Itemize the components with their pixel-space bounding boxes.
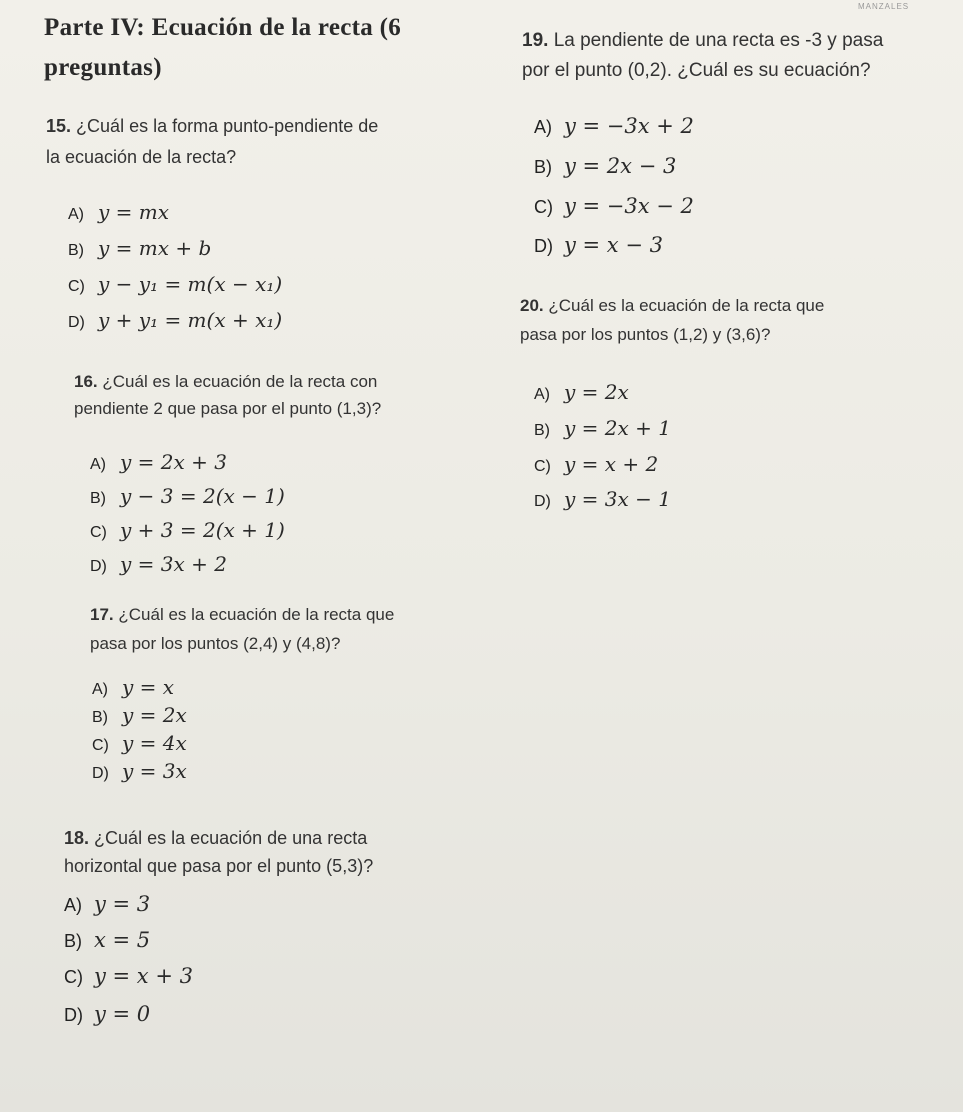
question-18-option-a[interactable]: A) y = 3 [64,892,151,916]
question-20-option-d[interactable]: D) y = 3x − 1 [534,487,671,511]
corner-mark: MANZALES [858,2,910,11]
question-18-text-line2: horizontal que pasa por el punto (5,3)? [64,856,374,876]
question-19-text-line2: por el punto (0,2). ¿Cuál es su ecuación? [522,60,871,81]
question-17-option-a[interactable]: A) y = x [92,675,175,699]
question-15-text-line2: la ecuación de la recta? [46,147,237,167]
question-19-option-b[interactable]: B) y = 2x − 3 [534,154,677,178]
question-18-option-b[interactable]: B) x = 5 [64,928,151,952]
question-19-option-c[interactable]: C) y = −3x − 2 [534,194,694,218]
question-17-text-line2: pasa por los puntos (2,4) y (4,8)? [90,634,341,653]
question-17-text-line1 [90,605,394,625]
question-17-prompt: ¿Cuál es la ecuación de la recta que [118,605,395,624]
question-15-option-d[interactable]: D) y + y₁ = m(x + x₁) [68,308,283,332]
question-19-option-a[interactable]: A) y = −3x + 2 [534,114,694,138]
question-20-text-line2: pasa por los puntos (1,2) y (3,6)? [520,325,771,344]
question-16-text-line2: pendiente 2 que pasa por el punto (1,3)? [74,399,382,418]
question-17-option-c[interactable]: C) y = 4x [92,731,187,755]
question-19-text-line1 [522,30,883,52]
question-18-text-line1 [64,828,367,849]
question-20-option-c[interactable]: C) y = x + 2 [534,452,659,476]
question-15-number: 15. [46,116,72,136]
question-20-number: 20. [520,296,544,315]
question-19-prompt: La pendiente de una recta es -3 y pasa [553,30,884,51]
question-16-prompt: ¿Cuál es la ecuación de la recta con [102,372,378,391]
question-19-option-d[interactable]: D) y = x − 3 [534,233,663,257]
question-18-option-c[interactable]: C) y = x + 3 [64,964,193,988]
question-15-prompt: ¿Cuál es la forma punto-pendiente de [76,116,379,136]
question-20-option-b[interactable]: B) y = 2x + 1 [534,416,671,440]
question-15-option-a[interactable]: A) y = mx [68,200,170,224]
section-title-line1: Parte IV: Ecuación de la recta (6 [44,14,402,41]
question-16-option-c[interactable]: C) y + 3 = 2(x + 1) [90,518,285,542]
question-20-option-a[interactable]: A) y = 2x [534,380,629,404]
question-15-option-b[interactable]: B) y = mx + b [68,236,212,260]
question-17-option-b[interactable]: B) y = 2x [92,703,187,727]
question-18-prompt: ¿Cuál es la ecuación de una recta [94,828,368,848]
question-16-option-b[interactable]: B) y − 3 = 2(x − 1) [90,484,285,508]
question-17-number: 17. [90,605,114,624]
question-15-text-line1 [46,116,378,137]
question-17-option-d[interactable]: D) y = 3x [92,759,187,783]
question-16-number: 16. [74,372,98,391]
question-18-option-d[interactable]: D) y = 0 [64,1002,151,1026]
question-16-text-line1 [74,372,377,392]
question-16-option-d[interactable]: D) y = 3x + 2 [90,552,227,576]
question-20-prompt: ¿Cuál es la ecuación de la recta que [548,296,825,315]
question-16-option-a[interactable]: A) y = 2x + 3 [90,450,227,474]
question-20-text-line1 [520,296,824,316]
question-19-number: 19. [522,30,549,51]
question-15-option-c[interactable]: C) y − y₁ = m(x − x₁) [68,272,283,296]
question-18-number: 18. [64,828,90,848]
section-title-line2: preguntas) [44,54,162,81]
